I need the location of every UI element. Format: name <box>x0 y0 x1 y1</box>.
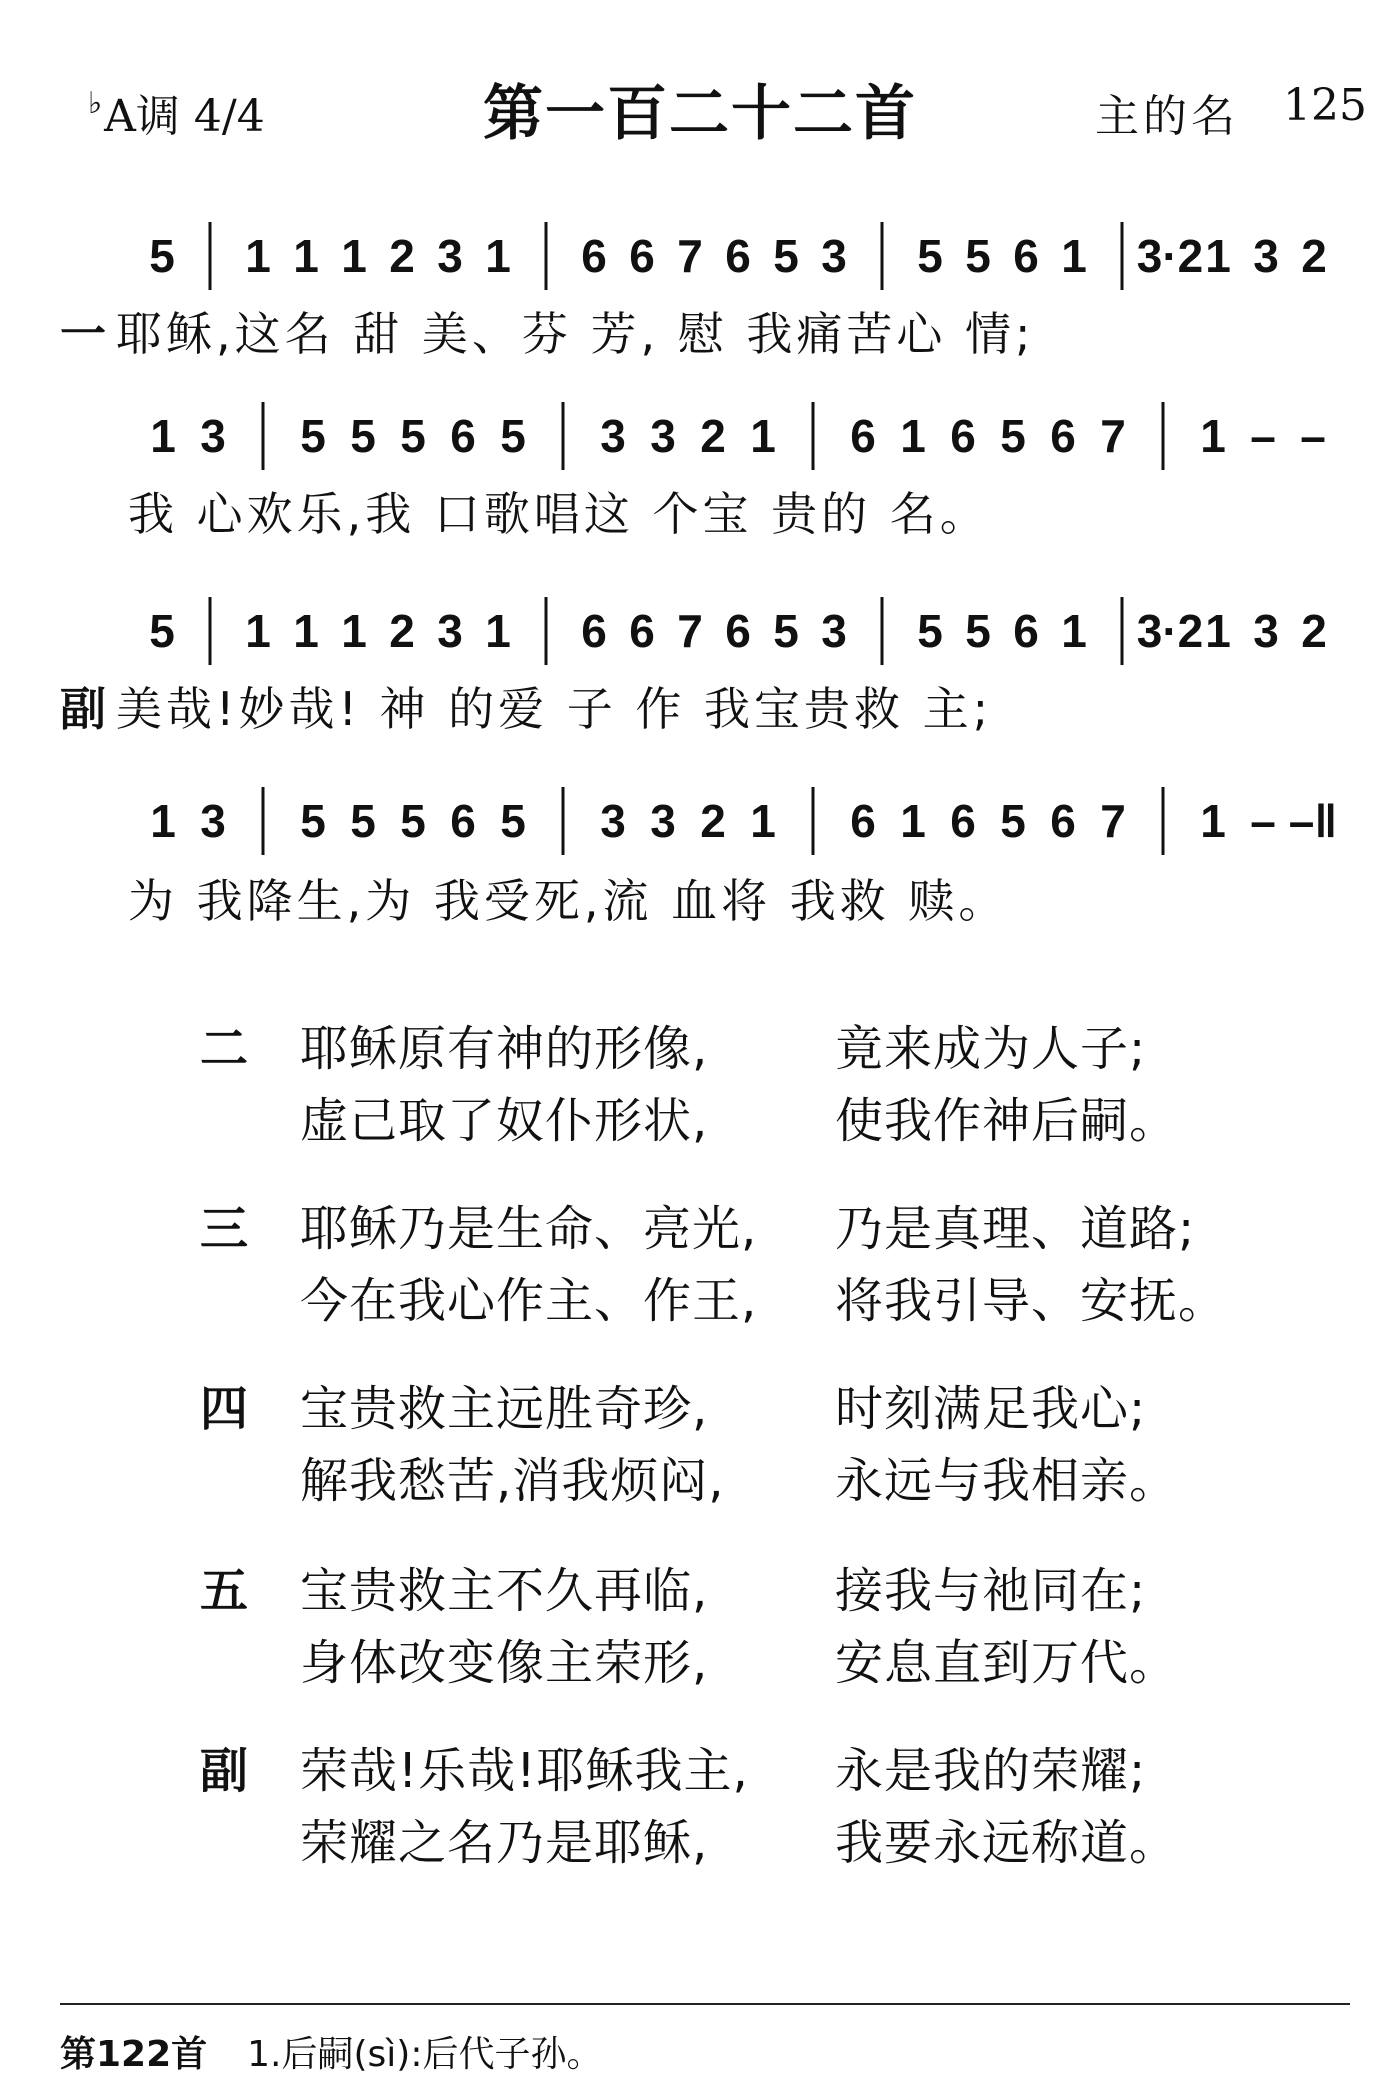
note: 2 <box>700 795 726 847</box>
note: 1 <box>1200 795 1226 847</box>
verse-number: 二 <box>200 1021 249 1077</box>
note: 5 <box>149 605 175 657</box>
note: 5 <box>400 795 426 847</box>
note: – <box>1250 410 1276 462</box>
flat-sign: ♭ <box>88 86 103 121</box>
note: 5 <box>350 795 376 847</box>
note: 6 <box>1050 410 1076 462</box>
note: 1 <box>293 605 319 657</box>
note: 5 <box>300 410 326 462</box>
note: 6 <box>950 795 976 847</box>
note: 1 <box>900 410 926 462</box>
note: 6 <box>1013 605 1039 657</box>
note: 6 <box>725 605 751 657</box>
verse-number: 三 <box>200 1201 249 1257</box>
note: 5 <box>400 410 426 462</box>
note: –‖ <box>1288 795 1338 847</box>
note: 1 <box>1061 230 1087 282</box>
note: 5 <box>773 230 799 282</box>
note: 1 <box>245 605 271 657</box>
footnote <box>60 2026 602 2077</box>
lyrics-text: 耶稣,这名 甜 美、芬 芳, 慰 我痛苦心 情; <box>116 307 1035 361</box>
note: 5 <box>350 410 376 462</box>
verse-line: 永远与我相亲。 <box>835 1453 1179 1509</box>
verse-line: 身体改变像主荣形, <box>300 1635 709 1691</box>
note: 3 <box>1253 605 1279 657</box>
verse-line: 耶稣乃是生命、亮光, <box>300 1201 758 1257</box>
notation-line-3 <box>138 575 1358 675</box>
note: 2 <box>1301 605 1327 657</box>
note: 5 <box>1000 795 1026 847</box>
verse-line: 使我作神后嗣。 <box>835 1093 1179 1149</box>
note: 6 <box>850 410 876 462</box>
note: 5 <box>917 605 943 657</box>
note: 1 <box>1200 410 1226 462</box>
note: 3 <box>821 230 847 282</box>
note: 6 <box>581 230 607 282</box>
verse-line: 虚己取了奴仆形状, <box>300 1093 709 1149</box>
note: 1 <box>750 795 776 847</box>
note: 2 <box>389 230 415 282</box>
note: 5 <box>773 605 799 657</box>
verse-line: 宝贵救主远胜奇珍, <box>300 1381 709 1437</box>
verse-line: 将我引导、安抚。 <box>835 1273 1228 1329</box>
note: 3 <box>650 410 676 462</box>
note: 6 <box>450 410 476 462</box>
note: 6 <box>850 795 876 847</box>
note: 2 <box>1301 230 1327 282</box>
verse-line: 今在我心作主、作王, <box>300 1273 758 1329</box>
note: 3 <box>437 230 463 282</box>
note: 2 <box>389 605 415 657</box>
note: 7 <box>677 230 703 282</box>
verse-line: 荣哉!乐哉!耶稣我主, <box>300 1743 749 1799</box>
notation-line-2 <box>138 380 1358 480</box>
page-title: 第一百二十二首 <box>483 79 917 149</box>
verse-line: 荣耀之名乃是耶稣, <box>300 1815 709 1871</box>
note: 6 <box>1013 230 1039 282</box>
footnote-text: 1.后嗣(sì):后代子孙。 <box>247 2034 603 2075</box>
note: 5 <box>500 795 526 847</box>
lyrics-line-1 <box>60 298 1034 364</box>
note: 3 <box>200 410 226 462</box>
note: 6 <box>629 605 655 657</box>
verse-number: 四 <box>200 1381 249 1437</box>
verse-marker: 副 <box>60 682 110 736</box>
note: 6 <box>450 795 476 847</box>
note: 2 <box>700 410 726 462</box>
note: 7 <box>1100 410 1126 462</box>
note: 1 <box>485 605 511 657</box>
note: 3 <box>1253 230 1279 282</box>
note: 5 <box>149 230 175 282</box>
note: 3 <box>437 605 463 657</box>
verse-line: 宝贵救主不久再临, <box>300 1563 709 1619</box>
note: – <box>1300 410 1326 462</box>
verse-line: 耶稣原有神的形像, <box>300 1021 709 1077</box>
lyrics-line-4 <box>128 865 1008 931</box>
note: 1 <box>1205 605 1231 657</box>
verse-number: 五 <box>200 1563 249 1619</box>
footnote-id: 第122首 <box>60 2034 208 2075</box>
note: 3 <box>650 795 676 847</box>
verse-line: 解我愁苦,消我烦闷, <box>300 1453 725 1509</box>
note: – <box>1250 795 1276 847</box>
lyrics-text: 为 我降生,为 我受死,流 血将 我救 赎。 <box>128 874 1009 928</box>
hymn-name: 主的名 <box>1095 91 1239 142</box>
note: 1 <box>750 410 776 462</box>
notation-line-4 <box>138 765 1358 865</box>
verse-line: 乃是真理、道路; <box>835 1201 1196 1257</box>
lyrics-text: 美哉!妙哉! 神 的爱 子 作 我宝贵救 主; <box>116 682 993 736</box>
note: 6 <box>629 230 655 282</box>
verse-line: 时刻满足我心; <box>835 1381 1147 1437</box>
note: 6 <box>581 605 607 657</box>
note: 5 <box>300 795 326 847</box>
verse-line: 安息直到万代。 <box>835 1635 1179 1691</box>
note: 3·2 <box>1136 230 1204 282</box>
notation-line-1 <box>138 200 1358 300</box>
note: 1 <box>150 410 176 462</box>
hymn-number: 125 <box>1283 80 1367 131</box>
note: 3 <box>600 795 626 847</box>
note: 1 <box>1061 605 1087 657</box>
note: 5 <box>965 230 991 282</box>
verse-line: 永是我的荣耀; <box>835 1743 1147 1799</box>
note: 6 <box>950 410 976 462</box>
verse-line: 我要永远称道。 <box>835 1815 1179 1871</box>
lyrics-line-3 <box>60 673 992 739</box>
verse-number: 副 <box>200 1743 249 1799</box>
note: 3·2 <box>1136 605 1204 657</box>
note: 5 <box>1000 410 1026 462</box>
note: 3 <box>821 605 847 657</box>
note: 6 <box>1050 795 1076 847</box>
verse-marker: 一 <box>60 307 110 361</box>
verse-line: 接我与祂同在; <box>835 1563 1147 1619</box>
verse-line: 竟来成为人子; <box>835 1021 1147 1077</box>
key-text: A调 4/4 <box>104 91 265 142</box>
note: 1 <box>245 230 271 282</box>
footer-divider <box>60 2003 1350 2005</box>
note: 7 <box>677 605 703 657</box>
note: 5 <box>500 410 526 462</box>
note: 3 <box>200 795 226 847</box>
note: 5 <box>917 230 943 282</box>
lyrics-line-2 <box>128 478 990 544</box>
lyrics-text: 我 心欢乐,我 口歌唱这 个宝 贵的 名。 <box>128 487 990 541</box>
note: 5 <box>965 605 991 657</box>
note: 1 <box>341 605 367 657</box>
note: 1 <box>341 230 367 282</box>
note: 1 <box>485 230 511 282</box>
note: 3 <box>600 410 626 462</box>
note: 1 <box>150 795 176 847</box>
note: 1 <box>293 230 319 282</box>
note: 1 <box>1205 230 1231 282</box>
note: 1 <box>900 795 926 847</box>
note: 7 <box>1100 795 1126 847</box>
note: 6 <box>725 230 751 282</box>
